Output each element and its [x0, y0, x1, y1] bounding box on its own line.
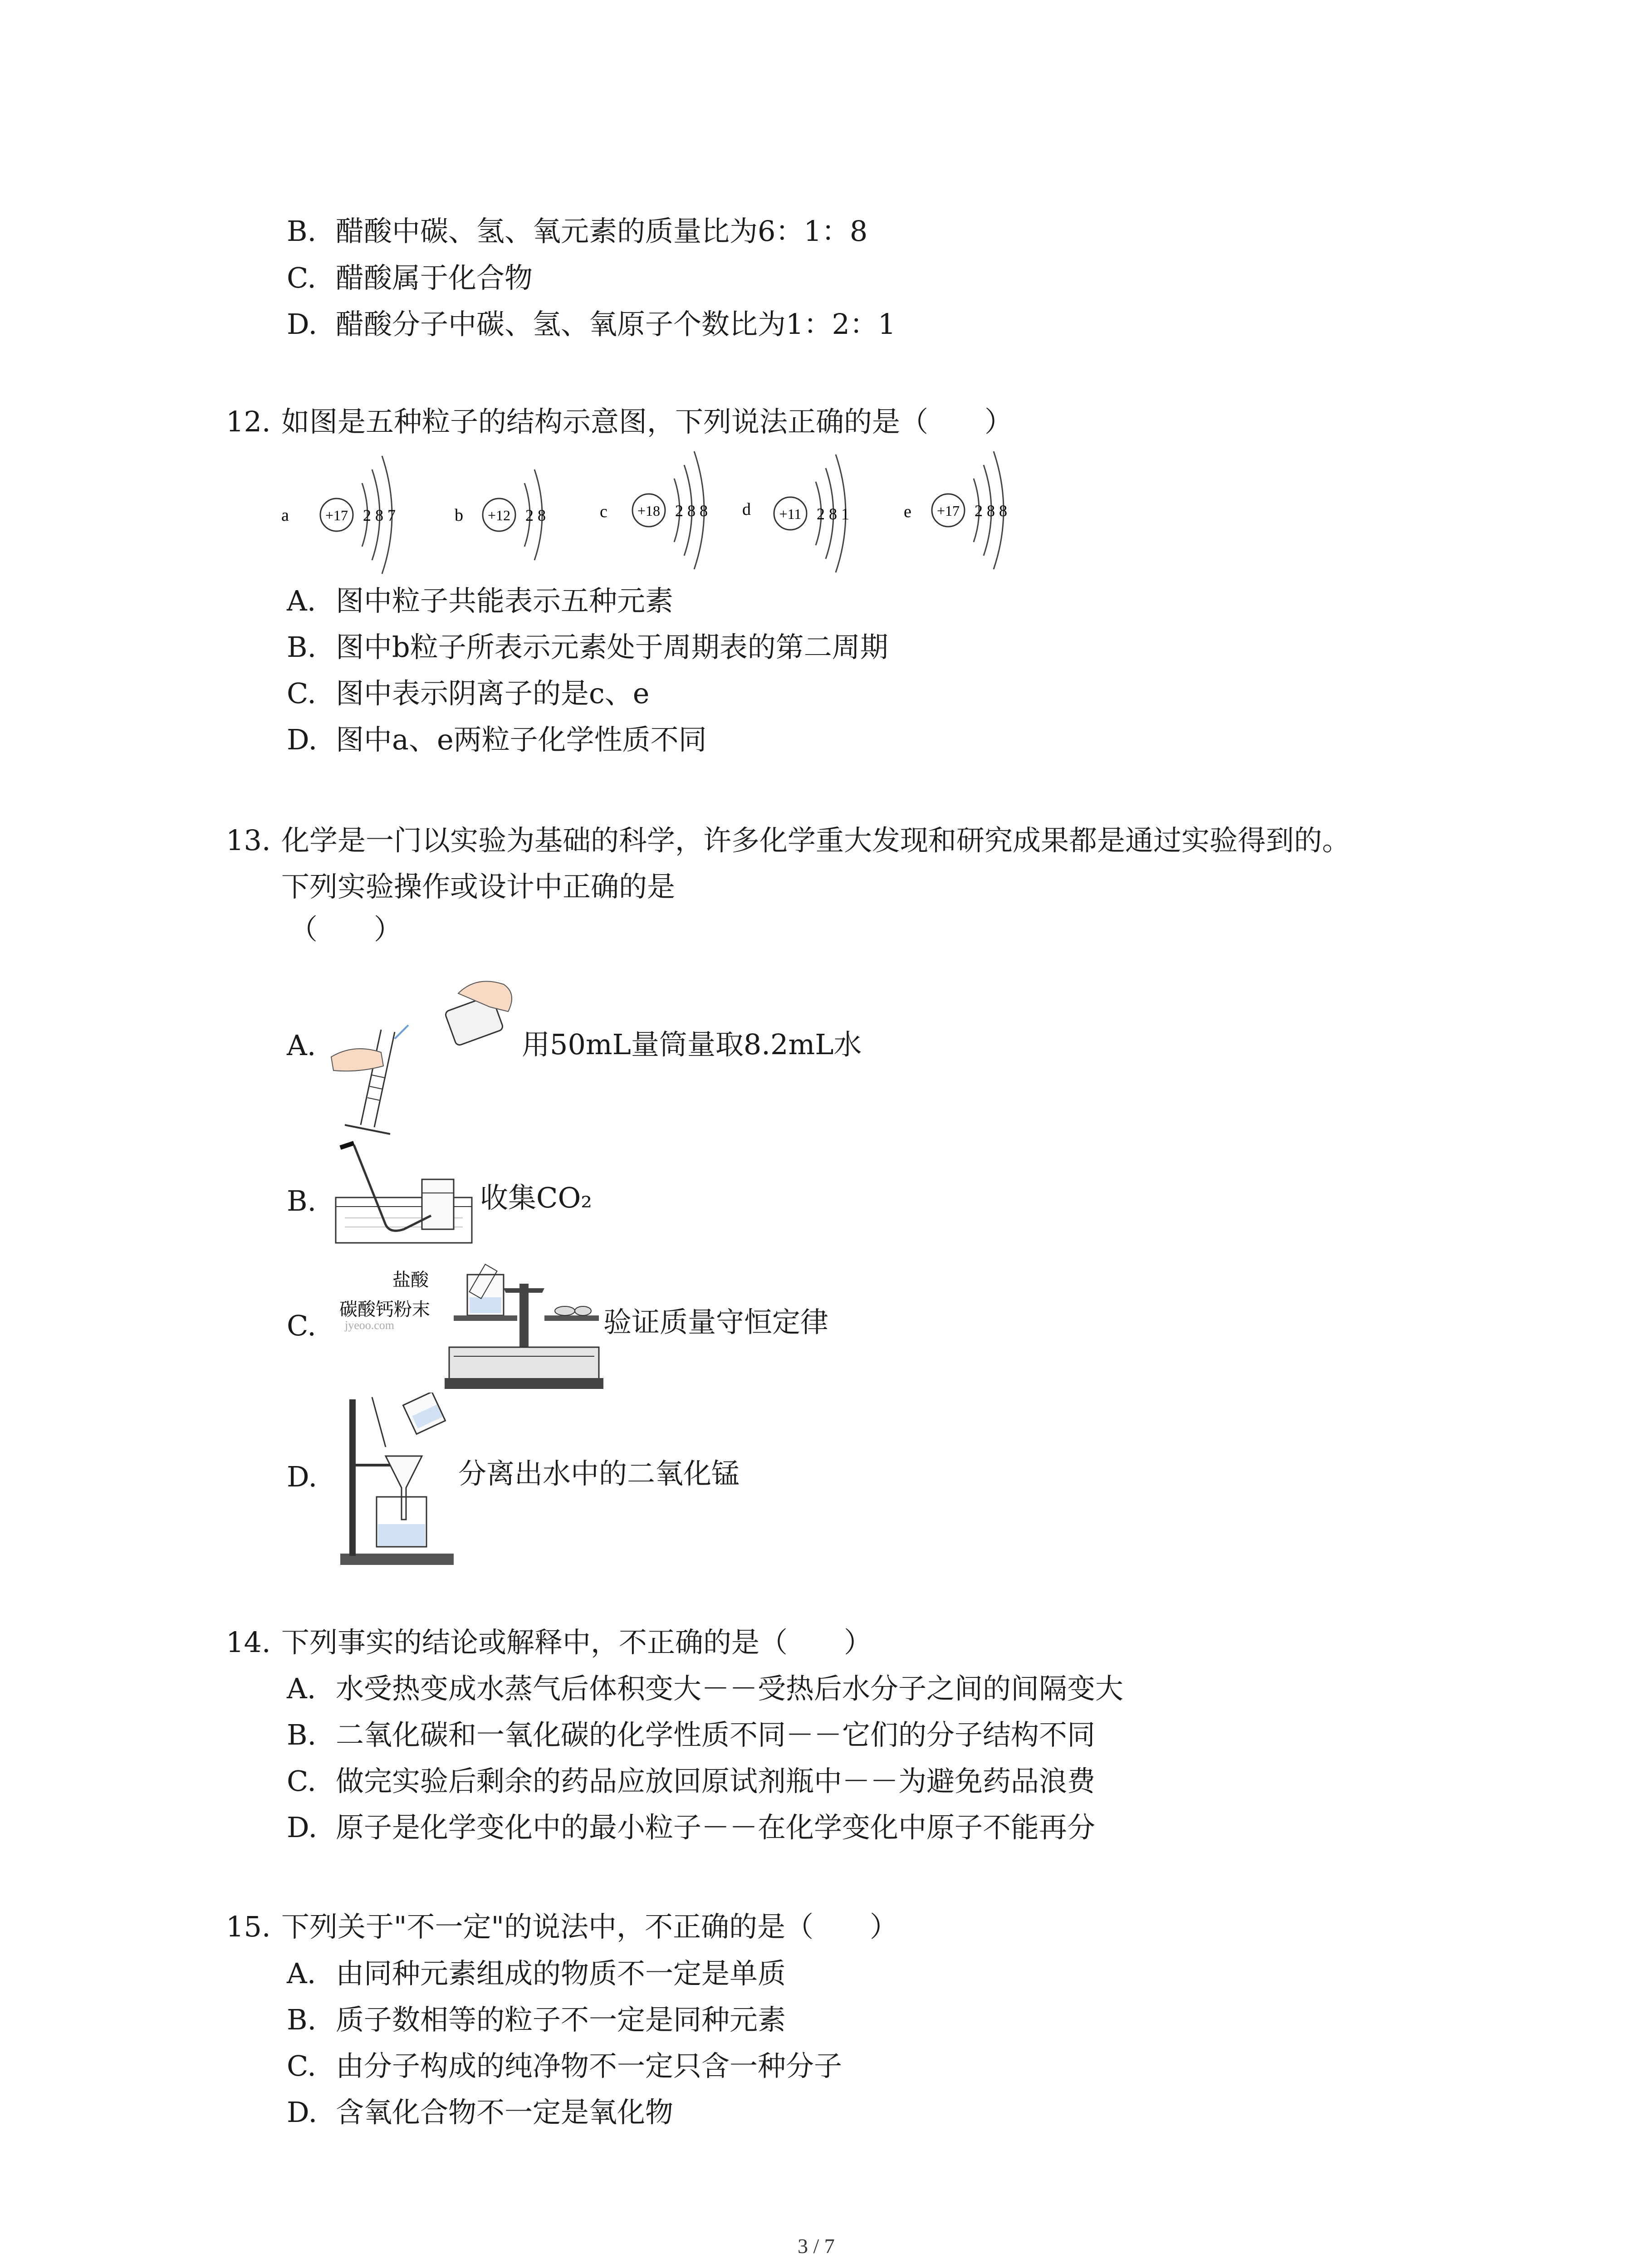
particle-b-nucleus: +12	[487, 507, 511, 523]
figure-c-powder-label: 碳酸钙粉末	[339, 1299, 430, 1320]
q14-number: 14.	[226, 1626, 271, 1659]
q12-option-c-letter: C.	[287, 677, 316, 710]
q15-option-c-letter: C.	[287, 2049, 316, 2082]
q13-option-a-text: 用50mL量筒量取8.2mL水	[522, 1028, 862, 1061]
q11-option-b-letter: B.	[287, 215, 317, 248]
q12-option-d-text: 图中a、e两粒子化学性质不同	[336, 723, 707, 756]
particle-c-nucleus: +18	[637, 503, 661, 519]
q14-option-b-letter: B.	[287, 1718, 317, 1751]
q15-option-a-text: 由同种元素组成的物质不一定是单质	[336, 1957, 786, 1990]
q12-option-a-letter: A.	[287, 584, 316, 617]
q14-option-a-text: 水受热变成水蒸气后体积变大－－受热后水分子之间的间隔变大	[336, 1672, 1124, 1705]
q13-option-d-text: 分离出水中的二氧化锰	[458, 1457, 740, 1490]
atom-diagram-c	[600, 451, 708, 569]
q11-option-c-text: 醋酸属于化合物	[336, 261, 533, 294]
particle-a-label: a	[281, 506, 289, 525]
q12-number: 12.	[226, 405, 271, 438]
atom-diagram-b	[455, 469, 546, 560]
q13-option-c-text: 验证质量守恒定律	[603, 1305, 829, 1339]
particle-e-label: e	[904, 502, 911, 521]
q12-stem: 如图是五种粒子的结构示意图，下列说法正确的是（ ）	[281, 405, 1013, 438]
q13-number: 13.	[226, 824, 271, 857]
q14-option-d-text: 原子是化学变化中的最小粒子－－在化学变化中原子不能再分	[336, 1811, 1096, 1844]
particle-d-electrons: 2 8 1	[817, 505, 849, 523]
gas-collection-figure	[327, 1139, 481, 1247]
q12-option-c-text: 图中表示阴离子的是c、e	[336, 677, 650, 710]
atom-diagram-e	[904, 451, 1007, 569]
q11-option-c-letter: C.	[287, 261, 316, 294]
q14-option-a-letter: A.	[287, 1672, 316, 1705]
filtration-figure	[331, 1393, 458, 1569]
atom-diagram-a	[281, 456, 396, 574]
balance-figure	[336, 1261, 603, 1393]
q13-option-c-letter: C.	[287, 1309, 316, 1342]
q13-stem-line3: （ ）	[289, 913, 402, 946]
q14-stem: 下列事实的结论或解释中，不正确的是（ ）	[281, 1626, 872, 1659]
q14-option-c-letter: C.	[287, 1765, 316, 1798]
figure-c-watermark: jyeoo.com	[345, 1319, 395, 1332]
q15-option-a-letter: A.	[287, 1957, 316, 1990]
q13-stem-line2: 下列实验操作或设计中正确的是	[281, 870, 676, 903]
q11-option-d-letter: D.	[287, 308, 318, 341]
q15-option-d-letter: D.	[287, 2096, 318, 2129]
q14-option-d-letter: D.	[287, 1811, 318, 1844]
q13-option-a-letter: A.	[287, 1029, 316, 1062]
page-number: 3 / 7	[798, 2234, 835, 2258]
q14-option-b-text: 二氧化碳和一氧化碳的化学性质不同－－它们的分子结构不同	[336, 1718, 1096, 1751]
figure-c-acid-label: 盐酸	[392, 1270, 429, 1290]
q14-option-c-text: 做完实验后剩余的药品应放回原试剂瓶中－－为避免药品浪费	[336, 1765, 1096, 1798]
particle-d-label: d	[742, 500, 751, 519]
q15-option-b-letter: B.	[287, 2003, 317, 2036]
q15-number: 15.	[226, 1910, 271, 1943]
q12-option-a-text: 图中粒子共能表示五种元素	[336, 584, 674, 617]
q15-option-d-text: 含氧化合物不一定是氧化物	[336, 2096, 674, 2129]
q13-option-b-letter: B.	[287, 1184, 317, 1217]
q15-option-c-text: 由分子构成的纯净物不一定只含一种分子	[336, 2049, 843, 2082]
particle-c-electrons: 2 8 8	[675, 502, 708, 520]
particle-b-label: b	[455, 506, 463, 525]
particle-e-electrons: 2 8 8	[975, 502, 1007, 520]
q13-stem-line1: 化学是一门以实验为基础的科学，许多化学重大发现和研究成果都是通过实验得到的。	[281, 824, 1351, 857]
q12-option-d-letter: D.	[287, 723, 318, 756]
q15-stem: 下列关于"不一定"的说法中，不正确的是（ ）	[281, 1910, 898, 1943]
particle-d-nucleus: +11	[779, 506, 802, 522]
particle-c-label: c	[600, 502, 607, 521]
particle-b-electrons: 2 8	[525, 506, 546, 524]
particle-e-nucleus: +17	[936, 503, 960, 519]
atom-diagram-d	[742, 455, 849, 572]
graduated-cylinder-figure	[327, 975, 526, 1139]
q13-option-b-text: 收集CO₂	[480, 1181, 593, 1214]
particle-a-electrons: 2 8 7	[363, 506, 396, 524]
q12-atom-diagrams	[272, 449, 1043, 576]
q11-option-d-text: 醋酸分子中碳、氢、氧原子个数比为1：2：1	[336, 308, 896, 341]
q12-option-b-letter: B.	[287, 631, 317, 664]
particle-a-nucleus: +17	[325, 507, 348, 523]
q12-option-b-text: 图中b粒子所表示元素处于周期表的第二周期	[336, 631, 888, 664]
q13-option-d-letter: D.	[287, 1460, 318, 1493]
q15-option-b-text: 质子数相等的粒子不一定是同种元素	[336, 2003, 786, 2036]
q11-option-b-text: 醋酸中碳、氢、氧元素的质量比为6：1：8	[336, 215, 868, 248]
